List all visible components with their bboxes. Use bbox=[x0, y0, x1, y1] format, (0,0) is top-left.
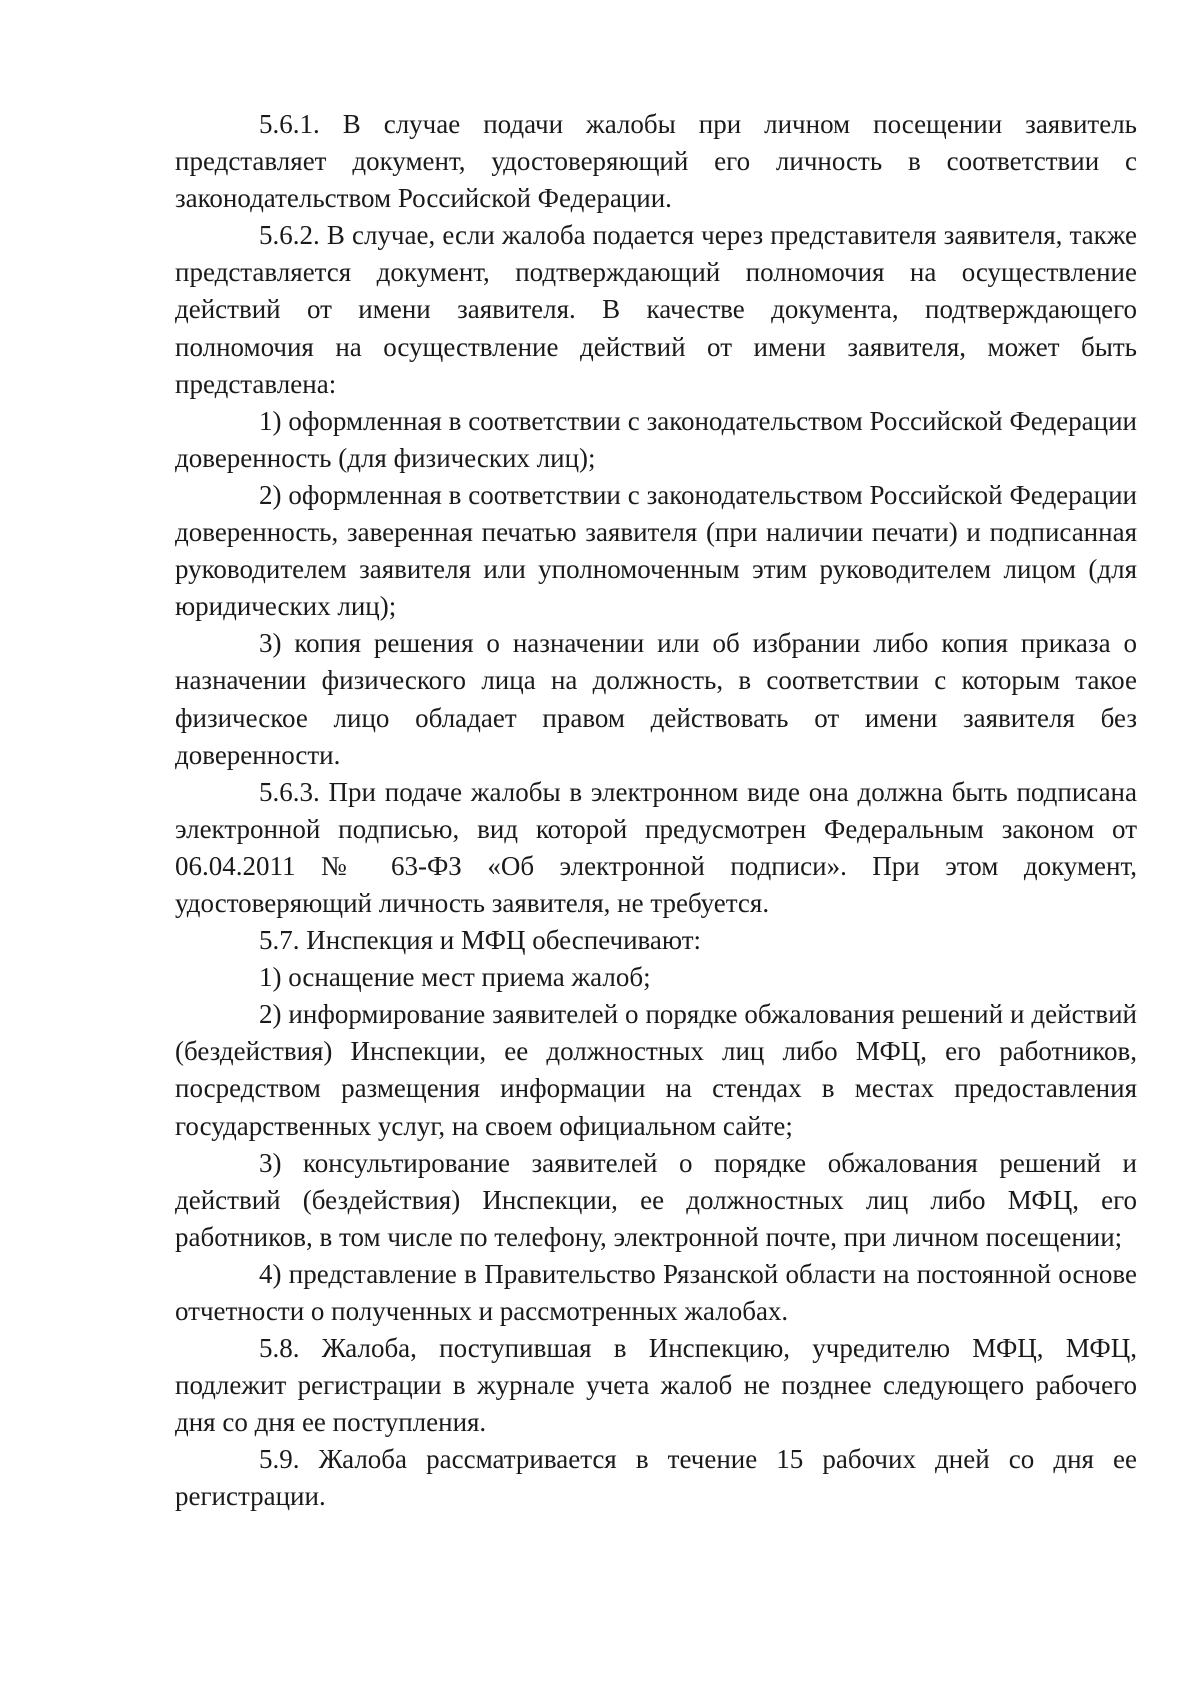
list-item-power-of-attorney-legal-entities: 2) оформленная в соответствии с законодательством Российской Федерации доверенность, заверенная печатью заявителя (при наличии печати) и подписанная руководителем заявителя или уполномоченным этим руководителем лицом (для юридических лиц); bbox=[175, 479, 1137, 622]
list-item-appointment-decision-copy: 3) копия решения о назначении или об избрании либо копия приказа о назначении физического лица на должность, в соответствии с которым такое физическое лицо обладает правом действовать от имени заявителя без доверенности. bbox=[175, 628, 1137, 770]
list-item-informing-applicants: 2) информирование заявителей о порядке обжалования решений и действий (бездействия) Инспекции, ее должностных лиц либо МФЦ, его работников, посредством размещения информации на стендах в местах предоставления государственных услуг, на своем официальном сайте; bbox=[175, 999, 1137, 1141]
paragraph-5-6-1: 5.6.1. В случае подачи жалобы при личном посещении заявитель представляет документ, удостоверяющий его личность в соответствии с законодательством Российской Федерации. bbox=[175, 109, 1137, 214]
paragraph-5-7: 5.7. Инспекция и МФЦ обеспечивают: bbox=[259, 925, 702, 956]
list-item-consulting-applicants: 3) консультирование заявителей о порядке обжалования решений и действий (бездействия) Инспекции, ее должностных лиц либо МФЦ, его работников, в том числе по телефону, электронной почте, при личном посещении; bbox=[175, 1147, 1137, 1252]
paragraph-5-6-2: 5.6.2. В случае, если жалоба подается через представителя заявителя, также представляется документ, подтверждающий полномочия на осуществление действий от имени заявителя. В качестве документа, подтверждающего полномочия на осуществление действий от имени заявителя, может быть представлена: bbox=[175, 220, 1137, 399]
list-item-reporting: 4) представление в Правительство Рязанской области на постоянной основе отчетности о полученных и рассмотренных жалобах. bbox=[175, 1258, 1137, 1326]
document-body bbox=[175, 106, 1137, 1516]
paragraph-5-9: 5.9. Жалоба рассматривается в течение 15 рабочих дней со дня ее регистрации. bbox=[175, 1444, 1137, 1512]
paragraph-5-8: 5.8. Жалоба, поступившая в Инспекцию, учредителю МФЦ, МФЦ, подлежит регистрации в журнале учета жалоб не позднее следующего рабочего дня со дня ее поступления. bbox=[175, 1333, 1137, 1438]
paragraph-5-6-3: 5.6.3. При подаче жалобы в электронном виде она должна быть подписана электронной подписью, вид которой предусмотрен Федеральным законом от 06.04.2011 № 63-ФЗ «Об электронной подписи». При этом документ, удостоверяющий личность заявителя, не требуется. bbox=[175, 776, 1137, 918]
list-item-power-of-attorney-individuals: 1) оформленная в соответствии с законодательством Российской Федерации доверенность (для физических лиц); bbox=[175, 405, 1137, 473]
list-item-complaint-places: 1) оснащение мест приема жалоб; bbox=[259, 962, 651, 993]
